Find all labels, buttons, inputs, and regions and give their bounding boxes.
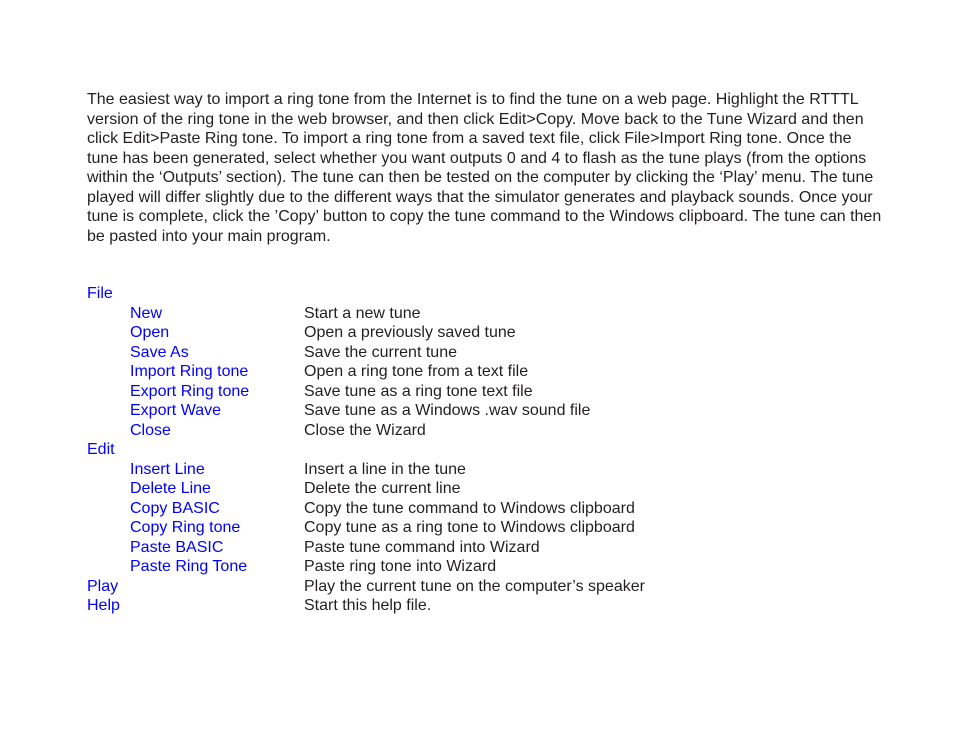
menu-row-copy-ring-tone — [87, 518, 887, 538]
menu-row-export-ring-tone — [87, 382, 887, 402]
menu-save-as-link[interactable]: Save As — [130, 343, 189, 361]
menu-row-paste-ring-tone — [87, 557, 887, 577]
menu-delete-line-link[interactable]: Delete Line — [130, 480, 211, 497]
menu-row-paste-basic — [87, 538, 887, 558]
menu-close-description: Close the Wizard — [304, 421, 426, 439]
menu-insert-line-description: Insert a line in the tune — [304, 460, 466, 478]
menu-copy-basic-description: Copy the tune command to Windows clipboard — [304, 499, 635, 517]
menu-help-link[interactable]: Help — [87, 597, 120, 614]
menu-paste-ring-tone-description: Paste ring tone into Wizard — [304, 558, 497, 575]
menu-row-edit — [87, 440, 887, 460]
menu-row-new — [87, 304, 887, 324]
menu-close-link[interactable]: Close — [130, 421, 171, 439]
menu-row-play — [87, 577, 887, 597]
menu-row-open — [87, 323, 887, 343]
menu-copy-basic-link[interactable]: Copy BASIC — [130, 499, 220, 517]
menu-new-link[interactable]: New — [130, 304, 163, 322]
menu-paste-basic-description: Paste tune command into Wizard — [304, 538, 540, 556]
menu-reference-table — [87, 284, 887, 616]
menu-row-delete-line — [87, 479, 887, 499]
menu-row-copy-basic — [87, 499, 887, 519]
menu-export-wave-link[interactable]: Export Wave — [130, 402, 221, 419]
menu-row-save-as — [87, 343, 887, 363]
menu-row-import-ring-tone — [87, 362, 887, 382]
menu-help-description: Start this help file. — [304, 597, 432, 614]
menu-row-insert-line — [87, 460, 887, 480]
menu-save-as-description: Save the current tune — [304, 343, 457, 361]
menu-edit-link[interactable]: Edit — [87, 441, 115, 458]
menu-paste-basic-link[interactable]: Paste BASIC — [130, 538, 224, 556]
menu-row-file — [87, 284, 887, 304]
menu-copy-ring-tone-description: Copy tune as a ring tone to Windows clipboard — [304, 519, 635, 536]
menu-export-wave-description: Save tune as a Windows .wav sound file — [304, 402, 591, 419]
menu-delete-line-description: Delete the current line — [304, 480, 461, 497]
menu-copy-ring-tone-link[interactable]: Copy Ring tone — [130, 519, 241, 536]
menu-row-export-wave — [87, 401, 887, 421]
intro-paragraph: The easiest way to import a ring tone from the Internet is to find the tune on a web page. Highlight the RTTTL version of the ring tone in the web browser, and then click Edit>Copy. Move back to the Tune Wizard and then click Edit>Paste Ring tone. To import a ring tone from a saved text file, click File>Import Ring tone. Once the tune has been generated, select whether you want outputs 0 and 4 to flash as the tune plays (from the options within the ‘Outputs’ section). The tune can then be tested on the computer by clicking the ‘Play’ menu. The tune played will differ slightly due to the different ways that the simulator generates and playback sounds. Once your tune is complete, click the ’Copy’ button to copy the tune command to the Windows clipboard. The tune can then be pasted into your main program. — [87, 91, 882, 245]
menu-import-ring-tone-link[interactable]: Import Ring tone — [130, 363, 249, 380]
menu-row-close — [87, 421, 887, 441]
menu-open-description: Open a previously saved tune — [304, 324, 516, 341]
menu-play-link[interactable]: Play — [87, 577, 119, 595]
menu-export-ring-tone-description: Save tune as a ring tone text file — [304, 382, 533, 400]
menu-row-help — [87, 596, 887, 616]
menu-import-ring-tone-description: Open a ring tone from a text file — [304, 363, 529, 380]
menu-export-ring-tone-link[interactable]: Export Ring tone — [130, 382, 250, 400]
menu-paste-ring-tone-link[interactable]: Paste Ring Tone — [130, 558, 248, 575]
menu-play-description: Play the current tune on the computer’s speaker — [304, 577, 645, 595]
menu-file-link[interactable]: File — [87, 285, 113, 302]
menu-open-link[interactable]: Open — [130, 324, 170, 341]
menu-insert-line-link[interactable]: Insert Line — [130, 460, 205, 478]
menu-new-description: Start a new tune — [304, 304, 421, 322]
